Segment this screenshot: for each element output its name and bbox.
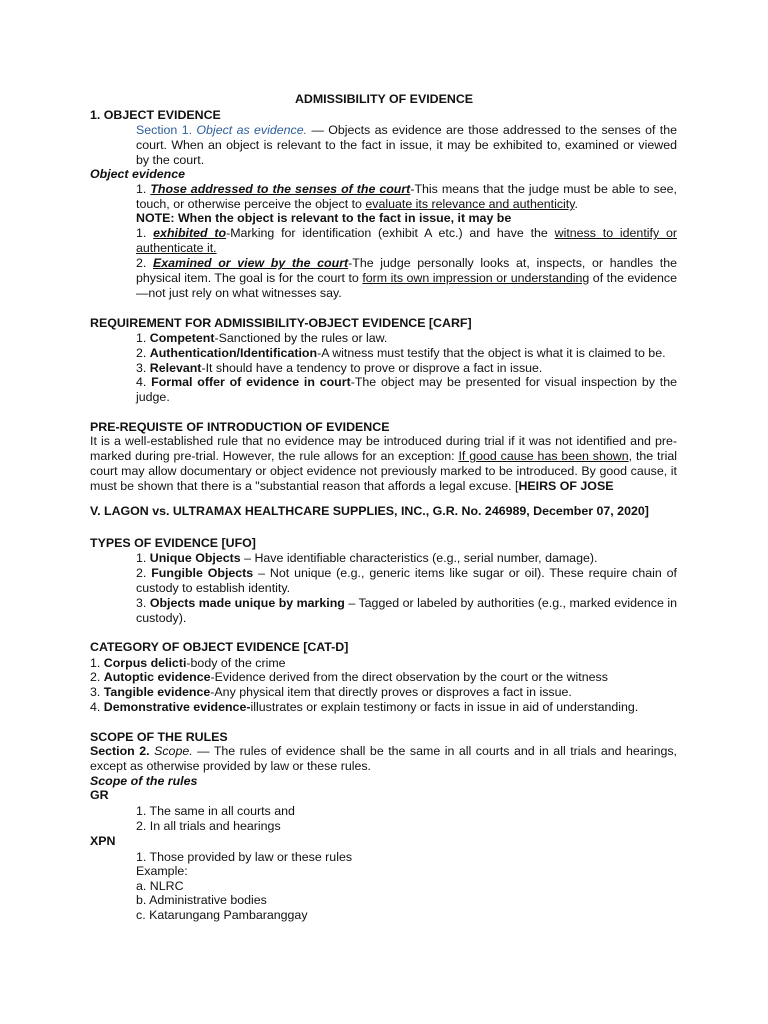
- item-number: 4.: [136, 375, 152, 389]
- category-item: [90, 700, 638, 715]
- item-number: 1.: [136, 182, 151, 196]
- gr-item: 1. The same in all courts and: [136, 804, 295, 818]
- item-text: -Any physical item that directly proves or disproves a fact in issue.: [210, 685, 572, 699]
- sub-item-1: [136, 226, 677, 256]
- category-item: [90, 670, 608, 685]
- item-text: -Sanctioned by the rules or law.: [214, 331, 388, 345]
- xpn-item: Example:: [136, 864, 188, 878]
- sub2-text: -The judge personally looks at, inspects, or handles the physical item. The goal is for the court to: [136, 256, 677, 285]
- item-number: 3.: [136, 596, 150, 610]
- case-citation: V. LAGON vs. ULTRAMAX HEALTHCARE SUPPLIES, INC., G.R. No. 246989, December 07, 2020]: [90, 504, 649, 518]
- item-bold: Fungible Objects: [151, 566, 254, 580]
- xpn-label: XPN: [90, 834, 116, 848]
- section2-text: — The rules of evidence shall be the same in all courts and in all trials and hearings, except as otherwise provided by law or these rules.: [90, 744, 677, 773]
- item-text: – Have identifiable characteristics (e.g., serial number, damage).: [240, 551, 598, 565]
- sub1-underline: witness to identify or authenticate it.: [136, 226, 677, 255]
- section2-paragraph: [90, 744, 677, 774]
- xpn-item: 1. Those provided by law or these rules: [136, 850, 353, 864]
- item-text: -body of the crime: [186, 656, 286, 670]
- item-bold: Objects made unique by marking: [149, 596, 345, 610]
- sub-item-2: [136, 256, 677, 301]
- item-bold: Formal offer of evidence in court: [151, 375, 351, 389]
- item-bold: Corpus delicti: [103, 656, 187, 670]
- item-bold: Competent: [149, 331, 215, 345]
- item-text: -Evidence derived from the direct observation by the court or the witness: [210, 670, 608, 684]
- sub2-bold: Examined or view by the court: [153, 256, 349, 270]
- sub2-underline: form its own impression or understanding: [362, 271, 590, 285]
- section1-label: Section 1.: [136, 123, 193, 137]
- item-number: 3.: [90, 685, 104, 699]
- requirement-item: [136, 331, 677, 346]
- item-number: 4.: [90, 700, 104, 714]
- requirements-heading: REQUIREMENT FOR ADMISSIBILITY-OBJECT EVIDENCE [CARF]: [90, 316, 472, 330]
- type-item: [136, 551, 677, 566]
- requirement-item: [136, 375, 677, 405]
- section2-italic: Scope.: [149, 744, 193, 758]
- item-number: 2.: [136, 346, 150, 360]
- section1-text: — Objects as evidence are those addressed to the senses of the court. When an object is relevant to the fact in issue, it may be exhibited to, examined or viewed by the court.: [136, 123, 677, 167]
- prerequisite-heading: PRE-REQUISTE OF INTRODUCTION OF EVIDENCE: [90, 420, 390, 434]
- types-heading: TYPES OF EVIDENCE [UFO]: [90, 536, 256, 550]
- item-text: -It should have a tendency to prove or disprove a fact in issue.: [201, 361, 543, 375]
- scope-subheading: Scope of the rules: [90, 774, 198, 788]
- object-evidence-item-1: [136, 182, 677, 212]
- item1-bold: Those addressed to the senses of the court: [150, 182, 411, 196]
- gr-label: GR: [90, 788, 109, 802]
- scope-heading: SCOPE OF THE RULES: [90, 730, 228, 744]
- item-number: 1.: [136, 331, 150, 345]
- category-item: [90, 656, 286, 671]
- item-number: 2.: [90, 670, 104, 684]
- item-text: illustrates or explain testimony or facts in issue in aid of understanding.: [250, 700, 639, 714]
- sub1-bold: exhibited to: [153, 226, 227, 240]
- item-text: -A witness must testify that the object is what it is claimed to be.: [317, 346, 666, 360]
- type-item: [136, 566, 677, 596]
- sub2-end: of the evidence—not just rely on what witnesses say.: [136, 271, 677, 300]
- item-number: 1.: [136, 226, 154, 240]
- item-number: 2.: [136, 566, 152, 580]
- item-number: 3.: [136, 361, 150, 375]
- type-item: [136, 596, 677, 626]
- item-number: 1.: [136, 551, 150, 565]
- page-title: ADMISSIBILITY OF EVIDENCE: [294, 92, 474, 106]
- item-bold: Tangible evidence: [103, 685, 211, 699]
- object-evidence-subheading: Object evidence: [90, 167, 186, 181]
- prerequisite-text-2: , the trial court may allow documentary or object evidence not previously marked to be introduced. By good cause, it must be shown that there is a "substantial reason that affords a legal excuse. [: [90, 449, 677, 493]
- item-bold: Relevant: [149, 361, 202, 375]
- object-evidence-heading: 1. OBJECT EVIDENCE: [90, 108, 221, 122]
- prerequisite-underline: If good cause has been shown: [458, 449, 629, 463]
- section2-label: Section 2.: [90, 744, 150, 758]
- xpn-item: a. NLRC: [136, 879, 184, 893]
- category-heading: CATEGORY OF OBJECT EVIDENCE [CAT-D]: [90, 640, 349, 654]
- sub1-text: -Marking for identification (exhibit A etc.) and have the: [226, 226, 555, 240]
- requirement-item: [136, 346, 677, 361]
- xpn-item: b. Administrative bodies: [136, 893, 267, 907]
- item1-text: -This means that the judge must be able to see, touch, or otherwise perceive the object to: [136, 182, 677, 211]
- prerequisite-bold-end: HEIRS OF JOSE: [518, 479, 614, 493]
- item1-underline: evaluate its relevance and authenticity: [365, 197, 575, 211]
- section1-italic: Object as evidence.: [196, 123, 308, 137]
- item-number: 1.: [90, 656, 104, 670]
- gr-item: 2. In all trials and hearings: [136, 819, 281, 833]
- item-text: -The object may be presented for visual inspection by the judge.: [136, 375, 677, 404]
- item-number: 2.: [136, 256, 153, 270]
- section1-paragraph: [136, 123, 677, 168]
- category-item: [90, 685, 572, 700]
- requirement-item: [136, 361, 677, 376]
- note-line: NOTE: When the object is relevant to the fact in issue, it may be: [136, 211, 512, 225]
- item-text: – Tagged or labeled by authorities (e.g., marked evidence in custody).: [136, 596, 677, 625]
- xpn-item: c. Katarungang Pambaranggay: [136, 908, 308, 922]
- item-bold: Unique Objects: [149, 551, 241, 565]
- item-bold: Autoptic evidence: [103, 670, 211, 684]
- item-bold: Authentication/Identification: [149, 346, 318, 360]
- prerequisite-text-1: It is a well-established rule that no evidence may be introduced during trial if it was not identified and pre-marked during pre-trial. However, the rule allows for an exception:: [90, 434, 677, 463]
- item-text: – Not unique (e.g., generic items like sugar or oil). These require chain of custody to establish identity.: [136, 566, 677, 595]
- prerequisite-paragraph: [90, 434, 677, 494]
- item-bold: Demonstrative evidence-: [103, 700, 251, 714]
- item1-end: .: [574, 197, 578, 211]
